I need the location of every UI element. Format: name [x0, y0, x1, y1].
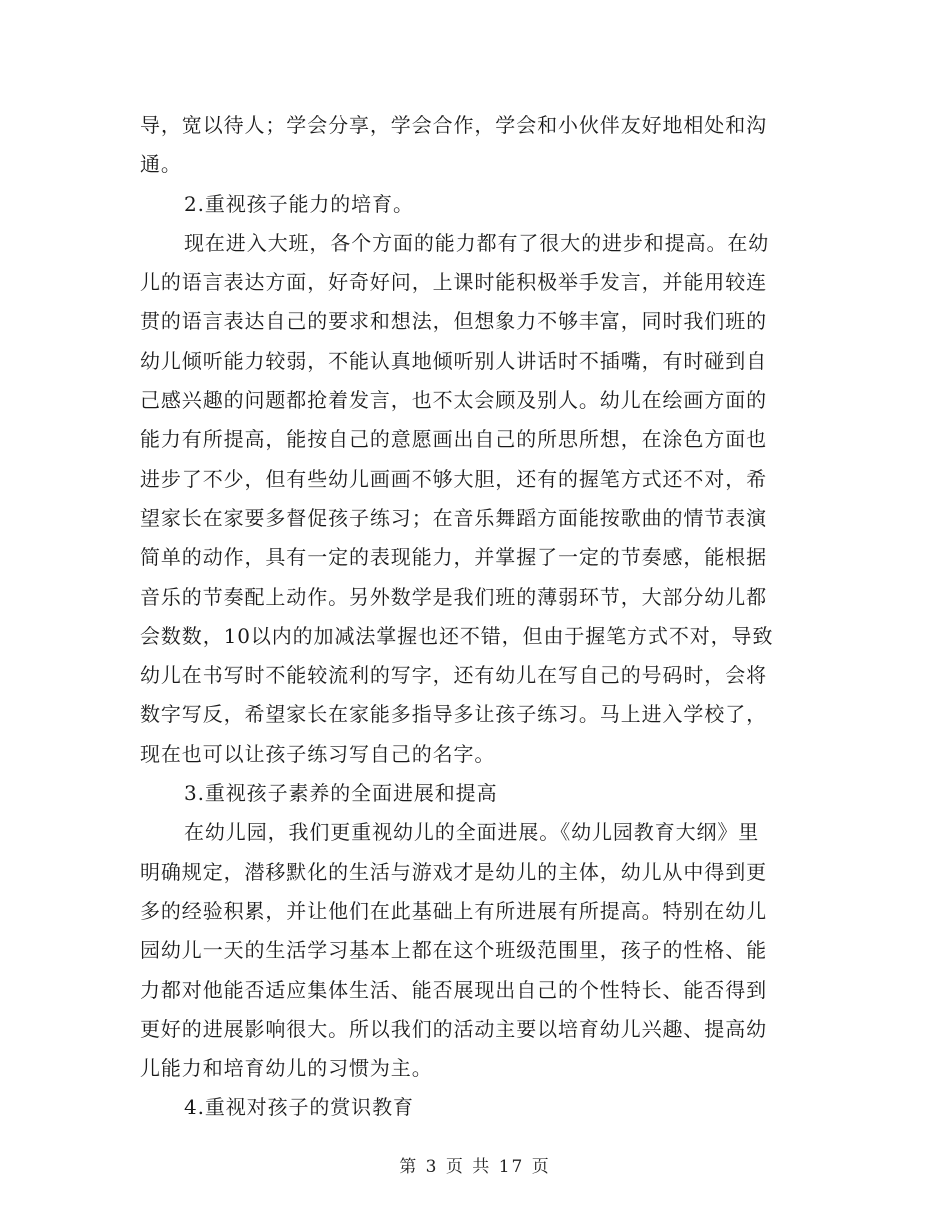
paragraph-line: 通。: [140, 152, 182, 177]
paragraph-line: 能力有所提高，能按自己的意愿画出自己的所思所想，在涂色方面也: [140, 427, 767, 452]
paragraph-line: 简单的动作，具有一定的表现能力，并掌握了一定的节奏感，能根据: [140, 545, 767, 570]
paragraph-line: 幼儿倾听能力较弱，不能认真地倾听别人讲话时不插嘴，有时碰到自: [140, 348, 767, 373]
paragraph-line: 儿能力和培育幼儿的习惯为主。: [140, 1056, 433, 1081]
paragraph-line-indented: 在幼儿园，我们更重视幼儿的全面进展。《幼儿园教育大纲》里: [184, 820, 760, 845]
paragraph-line: 力都对他能否适应集体生活、能否展现出自己的个性特长、能否得到: [140, 977, 767, 1002]
page-footer: 第 3 页 共 17 页: [399, 1157, 551, 1177]
paragraph-line-indented: 3.重视孩子素养的全面进展和提高: [184, 781, 498, 806]
paragraph-line: 多的经验积累，并让他们在此基础上有所进展有所提高。特别在幼儿: [140, 898, 767, 923]
paragraph-line: 导，宽以待人；学会分享，学会合作，学会和小伙伴友好地相处和沟: [140, 113, 767, 137]
paragraph-line: 己感兴趣的问题都抢着发言，也不太会顾及别人。幼儿在绘画方面的: [140, 388, 767, 413]
paragraph-line: 音乐的节奏配上动作。另外数学是我们班的薄弱环节，大部分幼儿都: [140, 584, 767, 609]
paragraph-line: 进步了不少，但有些幼儿画画不够大胆，还有的握笔方式还不对，希: [140, 466, 767, 491]
paragraph-line: 园幼儿一天的生活学习基本上都在这个班级范围里，孩子的性格、能: [140, 938, 767, 963]
paragraph-line: 望家长在家要多督促孩子练习；在音乐舞蹈方面能按歌曲的情节表演: [140, 505, 767, 530]
paragraph-line-indented: 2.重视孩子能力的培育。: [184, 191, 414, 216]
paragraph-line-indented: 现在进入大班，各个方面的能力都有了很大的进步和提高。在幼: [184, 230, 770, 255]
paragraph-line-indented: 4.重视对孩子的赏识教育: [184, 1095, 414, 1120]
paragraph-line: 现在也可以让孩子练习写自己的名字。: [140, 741, 496, 766]
paragraph-line: 幼儿在书写时不能较流利的写字，还有幼儿在写自己的号码时，会将: [140, 663, 767, 688]
paragraph-line: 会数数，10以内的加减法掌握也还不错，但由于握笔方式不对，导致: [140, 623, 774, 648]
paragraph-line: 儿的语言表达方面，好奇好问，上课时能积极举手发言，并能用较连: [140, 270, 767, 295]
paragraph-line: 明确规定，潜移默化的生活与游戏才是幼儿的主体，幼儿从中得到更: [140, 859, 767, 884]
paragraph-line: 更好的进展影响很大。所以我们的活动主要以培育幼儿兴趣、提高幼: [140, 1016, 767, 1041]
paragraph-line: 数字写反，希望家长在家能多指导多让孩子练习。马上进入学校了，: [140, 702, 767, 727]
paragraph-line: 贯的语言表达自己的要求和想法，但想象力不够丰富，同时我们班的: [140, 309, 767, 334]
document-body: [140, 106, 800, 1128]
